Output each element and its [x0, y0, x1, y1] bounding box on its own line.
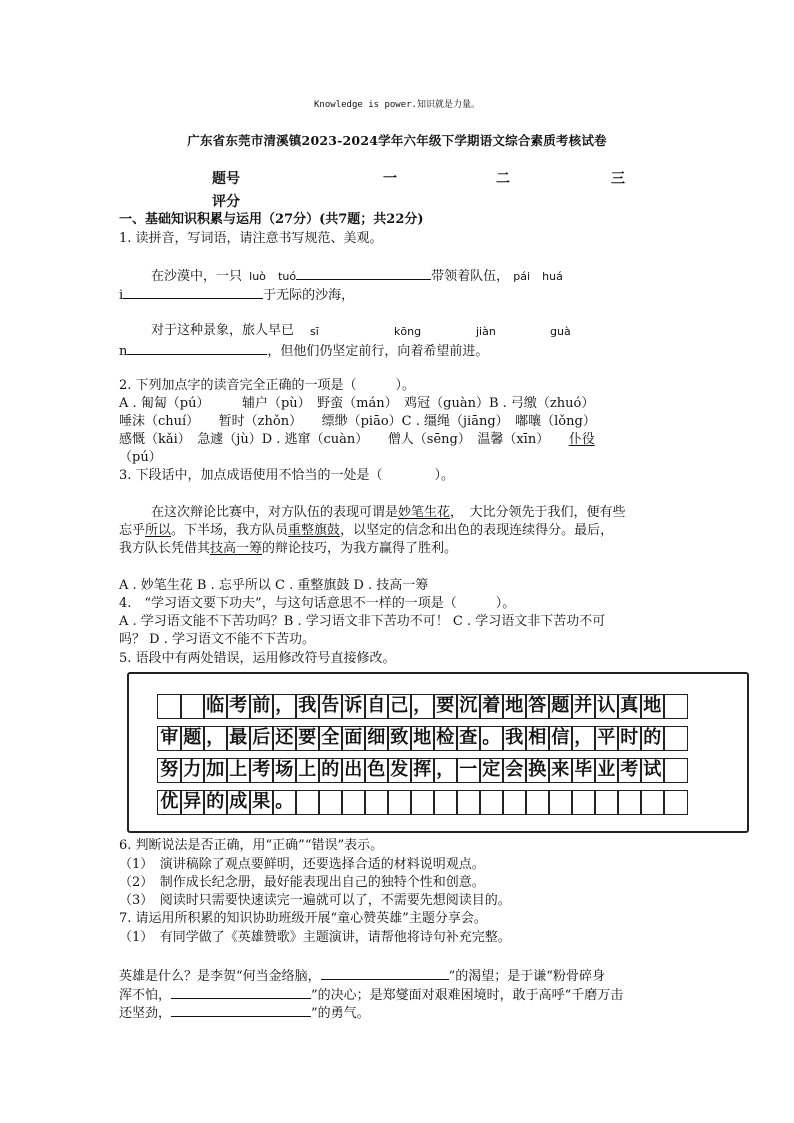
grid-cell: 平	[594, 726, 619, 751]
grid-cell: 面	[341, 726, 366, 751]
q7-stem: 7. 请运用所积累的知识协助班级开展“童心赞英雄”主题分享会。	[119, 911, 487, 926]
q3-para-2: 忘乎所以。下半场，我方队员重整旗鼓，以坚定的信念和出色的表现连续得分。最后，	[119, 523, 614, 538]
pinyin: tuó	[278, 270, 297, 283]
grid-cell: 我	[502, 726, 527, 751]
grid-cell: 的	[318, 758, 343, 783]
q7-line-2: 浑不怕， ”的决心；是郑燮面对艰难困境时，敢于高呼“千磨万击	[119, 985, 623, 1005]
handwriting-grid	[127, 672, 749, 833]
grid-cell: 上	[226, 758, 251, 783]
grid-cell	[663, 694, 688, 719]
q2-row4: （pú）	[119, 450, 162, 465]
grid-cell: 场	[272, 758, 297, 783]
score-col-2: 二	[496, 171, 510, 187]
grid-cell	[456, 790, 481, 815]
grid-cell: 。	[479, 726, 504, 751]
grid-cell: 异	[180, 790, 205, 815]
grid-cell	[663, 758, 688, 783]
pinyin: luò	[249, 270, 266, 283]
grid-cell: ，	[203, 726, 228, 751]
grid-cell	[364, 790, 389, 815]
grid-cell: 时	[617, 726, 642, 751]
q2-row1: A . 匍匐（pú） 辅户（pù） 野蛮（mán） 鸡冠（guàn）B . 弓缴（zhuó）	[119, 396, 595, 411]
grid-cell: ，	[433, 758, 458, 783]
q4-stem: 4. “学习语文要下功夫”，与这句话意思不一样的一项是（ ）。	[119, 596, 516, 611]
grid-cell: 定	[479, 758, 504, 783]
pinyin: sī	[310, 325, 319, 338]
grid-cell: 要	[433, 694, 458, 719]
grid-cell: ，	[571, 726, 596, 751]
grid-cell: 试	[640, 758, 665, 783]
grid-cell: 前	[249, 694, 274, 719]
q2-stem: 2. 下列加点字的读音完全正确的一项是（ ）。	[119, 378, 416, 393]
grid-cell: ，	[272, 694, 297, 719]
grid-cell: 信	[548, 726, 573, 751]
grid-cell: 出	[341, 758, 366, 783]
grid-cell	[410, 790, 435, 815]
grid-cell: 优	[157, 790, 182, 815]
grid-cell	[479, 790, 504, 815]
grid-cell: 果	[249, 790, 274, 815]
grid-cell	[502, 790, 527, 815]
grid-cell: 我	[295, 694, 320, 719]
grid-cell: 地	[410, 726, 435, 751]
answer-blank[interactable]	[171, 1003, 311, 1017]
q7-line-1: 英雄是什么？是李贺“何当金络脑， ”的渴望；是于谦“粉骨碎身	[119, 966, 605, 986]
grid-cell: 真	[617, 694, 642, 719]
q2-row2: 唾沫（chuí） 暂时（zhǒn） 缥缈（piāo）C . 缰绳（jiāng） 嘟嚷（lǒng）	[119, 414, 596, 429]
grid-cell: 考	[226, 694, 251, 719]
q7-line-3: 还坚劲， ”的勇气。	[119, 1003, 370, 1023]
grid-cell	[318, 790, 343, 815]
grid-cell: 。	[272, 790, 297, 815]
answer-blank[interactable]	[123, 285, 263, 299]
score-col-label: 题号	[212, 171, 240, 187]
grid-row	[157, 694, 686, 719]
grid-cell: 检	[433, 726, 458, 751]
grid-cell	[387, 790, 412, 815]
answer-blank[interactable]	[296, 266, 431, 280]
grid-cell: 挥	[410, 758, 435, 783]
grid-cell	[433, 790, 458, 815]
page-title: 广东省东莞市清溪镇2023-2024学年六年级下学期语文综合素质考核试卷	[187, 133, 607, 148]
grid-cell: 着	[479, 694, 504, 719]
grid-cell: 查	[456, 726, 481, 751]
grid-cell: 上	[295, 758, 320, 783]
grid-cell	[663, 790, 688, 815]
q3-para-3: 我方队长凭借其技高一筹的辩论技巧，为我方赢得了胜利。	[119, 541, 458, 556]
grid-cell	[640, 790, 665, 815]
q1-line1: 在沙漠中，一只 luò tuó 带领着队伍， pái huá	[151, 266, 563, 286]
grid-cell: 换	[525, 758, 550, 783]
answer-blank[interactable]	[321, 966, 449, 980]
grid-row	[157, 726, 686, 751]
q1-line2: i 于无际的沙海，	[119, 285, 354, 305]
grid-cell	[548, 790, 573, 815]
grid-cell	[295, 790, 320, 815]
grid-cell	[663, 726, 688, 751]
grid-cell: 相	[525, 726, 550, 751]
grid-row	[157, 790, 686, 815]
grid-cell: 色	[364, 758, 389, 783]
grid-cell: 并	[571, 694, 596, 719]
q6-statement-1: （1） 演讲稿除了观点要鲜明，还要选择合适的材料说明观点。	[119, 857, 485, 872]
grid-cell	[571, 790, 596, 815]
grid-cell: 细	[364, 726, 389, 751]
grid-cell: 沉	[456, 694, 481, 719]
q7-sub1: （1） 有同学做了《英雄赞歌》主题演讲，请帮他将诗句补充完整。	[119, 930, 511, 945]
score-row-label: 评分	[212, 194, 240, 210]
grid-cell: 还	[272, 726, 297, 751]
answer-blank[interactable]	[171, 985, 311, 999]
grid-cell: 发	[387, 758, 412, 783]
grid-cell: ，	[410, 694, 435, 719]
grid-cell	[180, 694, 205, 719]
q6-statement-2: （2） 制作成长纪念册，最好能表现出自己的独特个性和创意。	[119, 875, 485, 890]
grid-cell	[157, 694, 182, 719]
grid-cell: 告	[318, 694, 343, 719]
q1-line3: 对于这种景象，旅人早已	[151, 323, 295, 338]
q1-line4: n ，但他们仍坚定前行，向着希望前进。	[119, 341, 488, 361]
pinyin: kōng	[394, 325, 422, 338]
score-col-3: 三	[611, 171, 625, 187]
grid-cell: 来	[548, 758, 573, 783]
grid-cell	[341, 790, 366, 815]
grid-cell: 的	[640, 726, 665, 751]
grid-cell: 毕	[571, 758, 596, 783]
score-col-1: 一	[383, 171, 397, 187]
q4-opt1: A . 学习语文能不下苦功吗？B . 学习语文非下苦功不可！ C . 学习语文非下苦功不可	[119, 614, 606, 629]
q2-row3: 感慨（kǎi） 急遽（jù）D . 逃窜（cuàn） 僧人（sēng） 温馨（xīn） 仆役	[119, 432, 595, 447]
grid-cell: 地	[640, 694, 665, 719]
grid-cell: 诉	[341, 694, 366, 719]
q5-stem: 5. 语段中有两处错误，运用修改符号直接修改。	[119, 651, 396, 666]
q4-opt2: 吗？ D . 学习语文不能不下苦功。	[119, 632, 315, 647]
grid-cell: 力	[180, 758, 205, 783]
grid-cell: 考	[249, 758, 274, 783]
grid-cell: 临	[203, 694, 228, 719]
grid-cell: 自	[364, 694, 389, 719]
pinyin: huá	[542, 270, 563, 283]
grid-cell: 认	[594, 694, 619, 719]
grid-cell	[594, 790, 619, 815]
grid-cell: 后	[249, 726, 274, 751]
q3-options: A . 妙笔生花 B . 忘乎所以 C . 重整旗鼓 D . 技高一筹	[119, 578, 429, 593]
grid-cell: 答	[525, 694, 550, 719]
grid-cell: 的	[203, 790, 228, 815]
motto: Knowledge is power.知识就是力量。	[314, 100, 480, 110]
q6-statement-3: （3） 阅读时只需要快速读完一遍就可以了，不需要先想阅读目的。	[119, 893, 511, 908]
grid-cell: 审	[157, 726, 182, 751]
grid-cell	[617, 790, 642, 815]
section-heading: 一、基础知识积累与运用（27分）(共7题；共22分)	[119, 212, 424, 227]
grid-cell: 成	[226, 790, 251, 815]
grid-cell: 最	[226, 726, 251, 751]
q3-stem: 3. 下段话中，加点成语使用不恰当的一处是（ ）。	[119, 468, 455, 483]
grid-cell: 题	[548, 694, 573, 719]
pinyin: jiàn	[476, 325, 496, 338]
grid-cell: 业	[594, 758, 619, 783]
grid-cell: 题	[180, 726, 205, 751]
grid-cell: 加	[203, 758, 228, 783]
grid-cell: 全	[318, 726, 343, 751]
grid-cell: 一	[456, 758, 481, 783]
grid-cell: 会	[502, 758, 527, 783]
grid-cell: 考	[617, 758, 642, 783]
grid-cell: 致	[387, 726, 412, 751]
grid-cell: 地	[502, 694, 527, 719]
grid-row	[157, 758, 686, 783]
grid-cell: 要	[295, 726, 320, 751]
grid-cell: 努	[157, 758, 182, 783]
pinyin: guà	[550, 325, 571, 338]
q3-para-1: 在这次辩论比赛中，对方队伍的表现可谓是妙笔生花， 大比分领先于我们，便有些	[151, 505, 626, 520]
q6-stem: 6. 判断说法是否正确，用“正确”“错误”表示。	[119, 838, 384, 853]
pinyin: pái	[513, 270, 531, 283]
grid-cell	[525, 790, 550, 815]
q1-stem: 1. 读拼音，写词语，请注意书写规范、美观。	[119, 231, 383, 246]
answer-blank[interactable]	[127, 341, 267, 355]
grid-cell: 己	[387, 694, 412, 719]
